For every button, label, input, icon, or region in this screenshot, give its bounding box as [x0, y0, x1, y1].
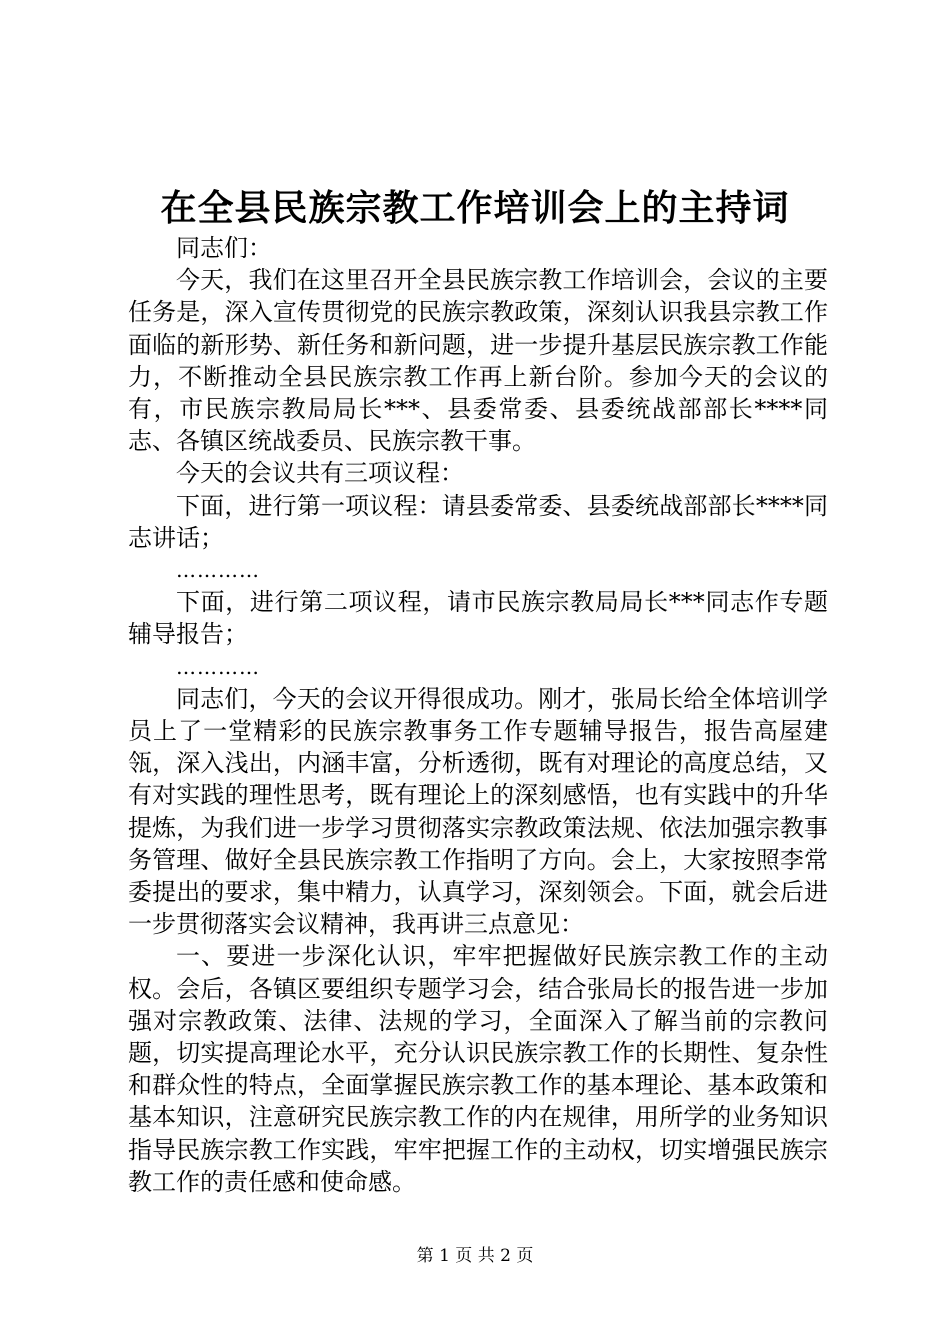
ellipsis-2: ………… — [176, 654, 260, 679]
document-title: 在全县民族宗教工作培训会上的主持词 — [160, 187, 790, 229]
agenda-item-1: 下面，进行第一项议程：请县委常委、县委统战部部长****同志讲话； — [128, 491, 828, 552]
page-footer: 第 1 页 共 2 页 — [416, 1246, 534, 1266]
agenda-item-2: 下面，进行第二项议程，请市民族宗教局局长***同志作专题辅导报告； — [128, 588, 828, 649]
agenda-intro: 今天的会议共有三项议程： — [176, 459, 464, 488]
document-body — [128, 232, 828, 1198]
intro-paragraph: 今天，我们在这里召开全县民族宗教工作培训会，会议的主要任务是，深入宣传贯彻党的民族宗教政策，深刻认识我县宗教工作面临的新形势、新任务和新问题，进一步提升基层民族宗教工作能力，不断推动全县民族宗教工作再上新台阶。参加今天的会议的有，市民族宗教局局长***、县委常委、县委统战部部长****同志、各镇区统战委员、民族宗教干事。 — [128, 266, 828, 456]
salutation: 同志们： — [176, 234, 272, 262]
summary-paragraph: 同志们，今天的会议开得很成功。刚才，张局长给全体培训学员上了一堂精彩的民族宗教事务工作专题辅导报告，报告高屋建瓴，深入浅出，内涵丰富，分析透彻，既有对理论的高度总结，又有对实践的理性思考，既有理论上的深刻感悟，也有实践中的升华提炼，为我们进一步学习贯彻落实宗教政策法规、依法加强宗教事务管理、做好全县民族宗教工作指明了方向。会上，大家按照李常委提出的要求，集中精力，认真学习，深刻领会。下面，就会后进一步贯彻落实会议精神，我再讲三点意见： — [128, 684, 828, 939]
point-one-paragraph: 一、要进一步深化认识，牢牢把握做好民族宗教工作的主动权。会后，各镇区要组织专题学习会，结合张局长的报告进一步加强对宗教政策、法律、法规的学习，全面深入了解当前的宗教问题，切实提高理论水平，充分认识民族宗教工作的长期性、复杂性和群众性的特点，全面掌握民族宗教工作的基本理论、基本政策和基本知识，注意研究民族宗教工作的内在规律，用所学的业务知识指导民族宗教工作实践，牢牢把握工作的主动权，切实增强民族宗教工作的责任感和使命感。 — [128, 942, 828, 1196]
ellipsis-1: ………… — [176, 558, 260, 583]
